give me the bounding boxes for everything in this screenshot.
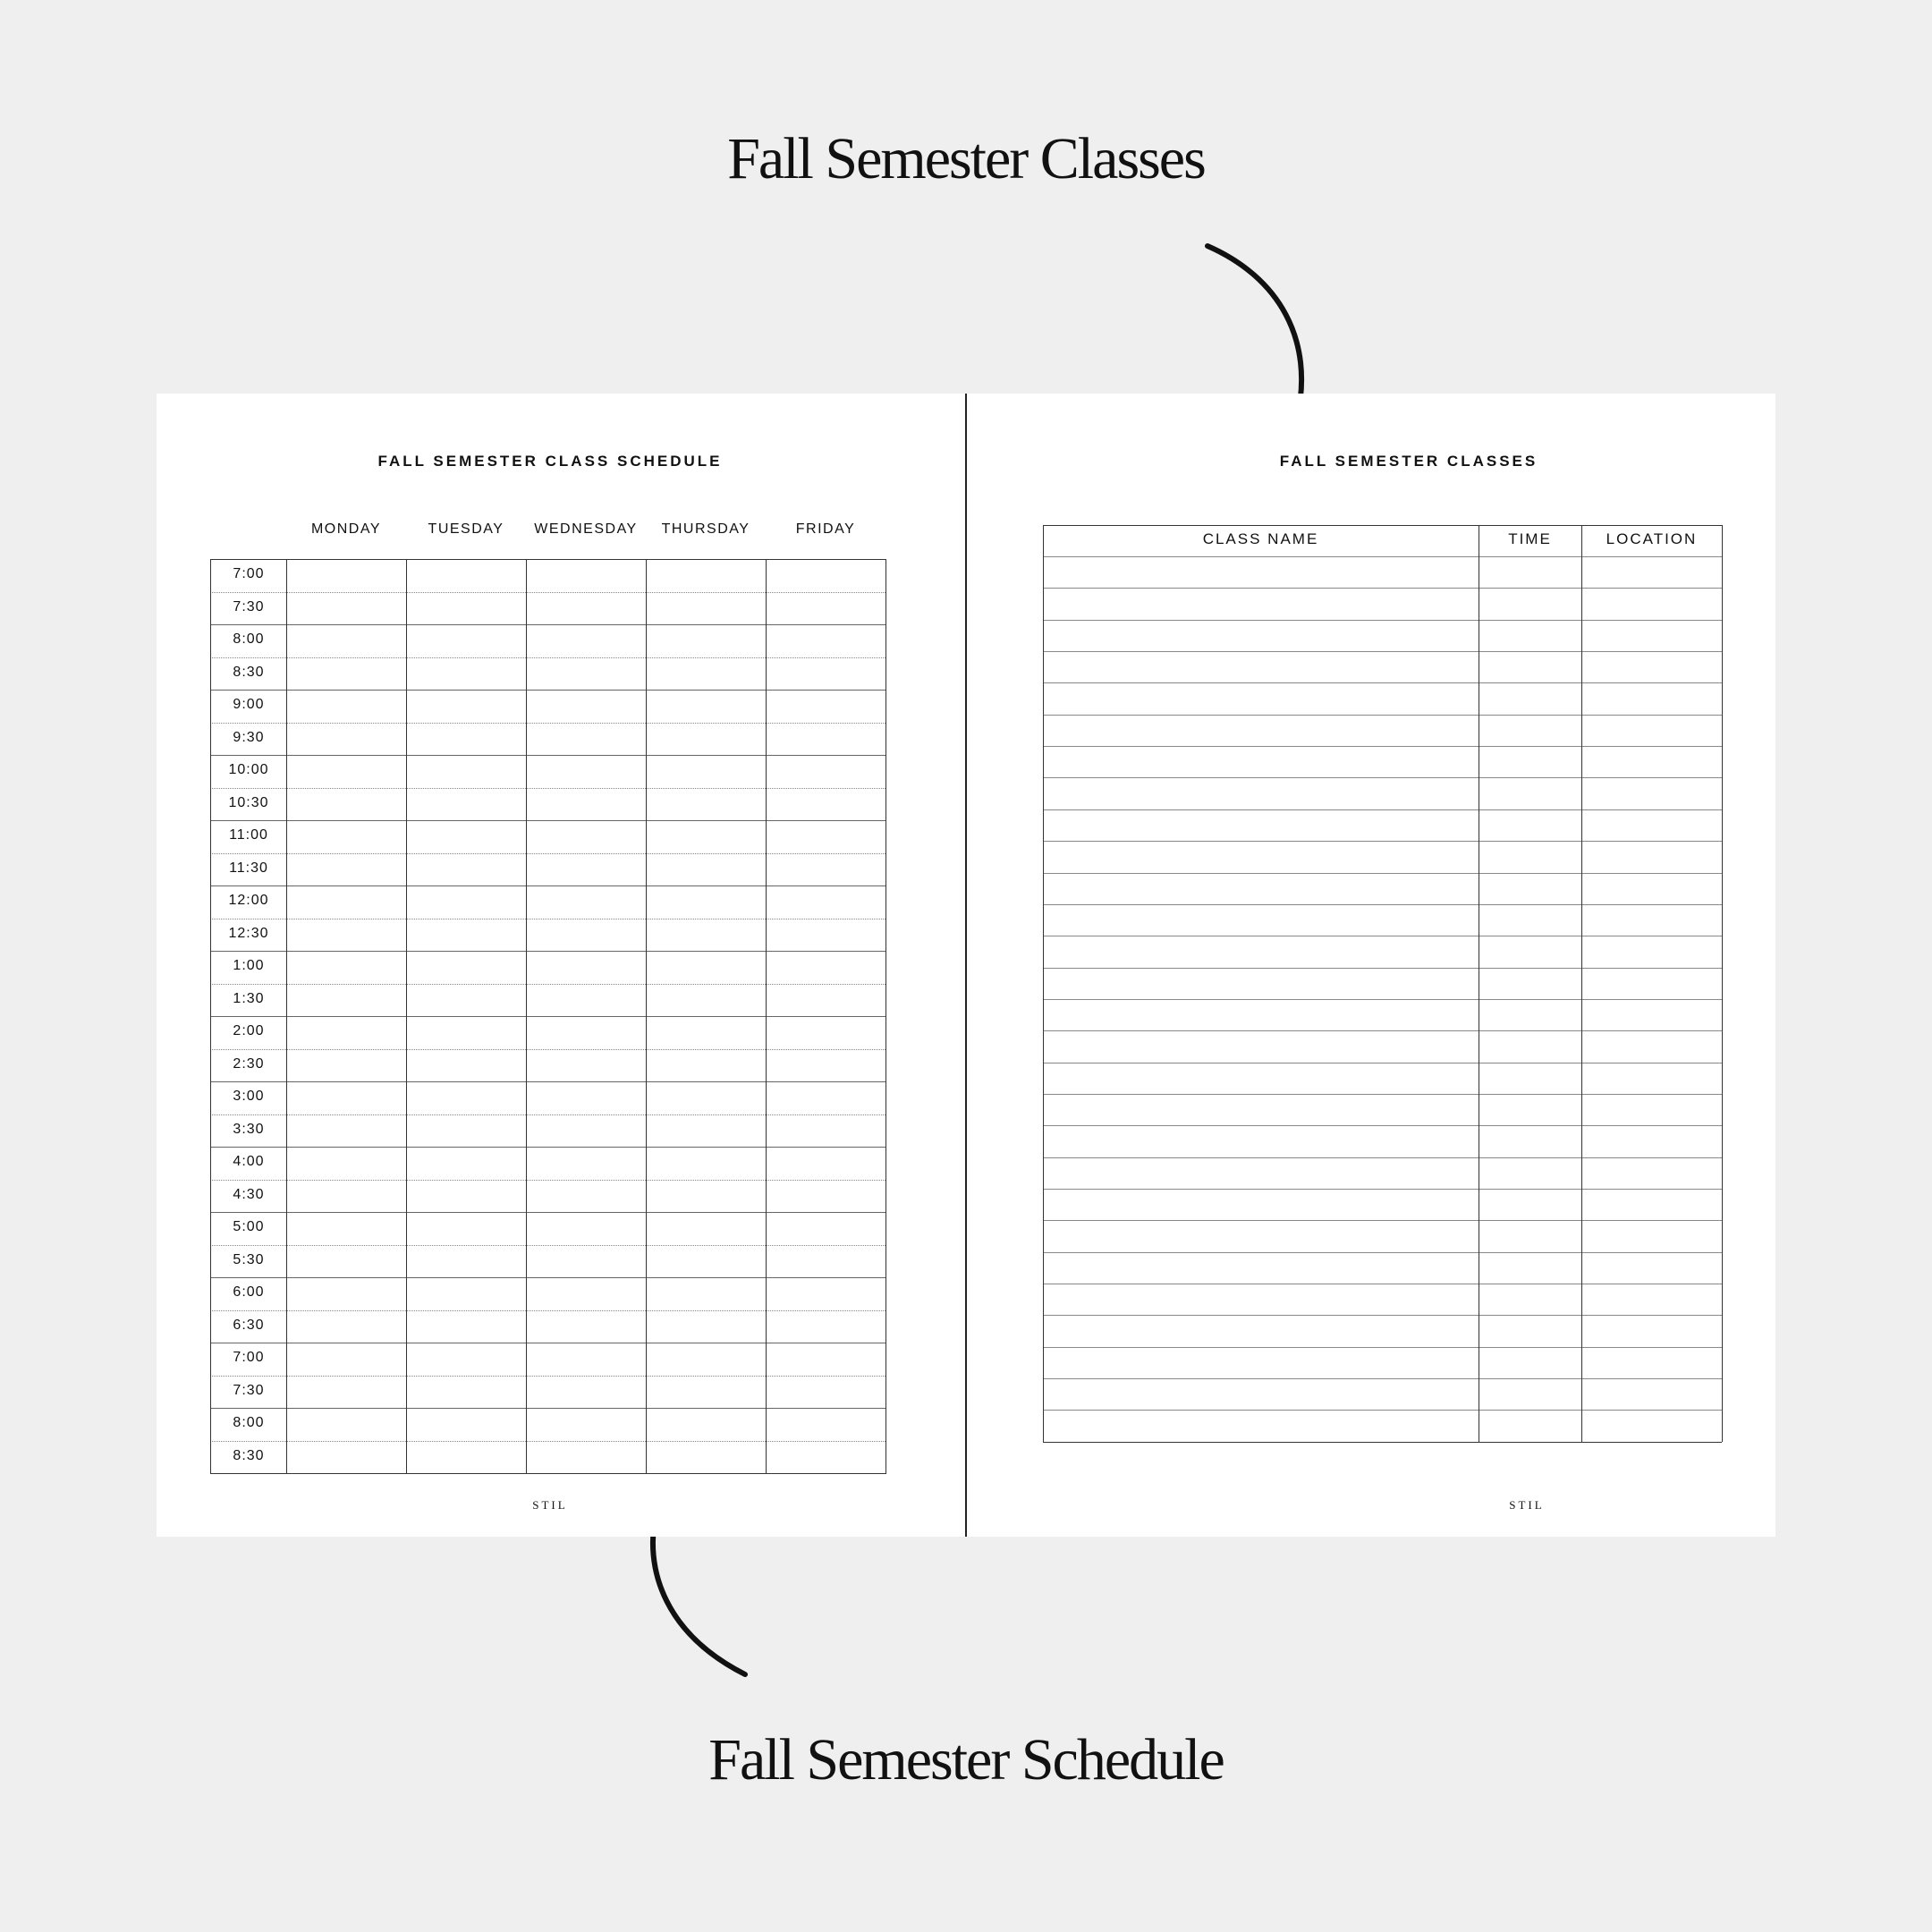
table-row-line — [1043, 968, 1722, 969]
grid-half-hour-line — [210, 1049, 886, 1050]
planner-spread — [157, 394, 1775, 1537]
grid-half-hour-line — [210, 1114, 886, 1115]
time-label: 4:00 — [233, 1154, 265, 1169]
column-header-location: LOCATION — [1606, 530, 1698, 547]
grid-hour-line — [210, 1408, 886, 1409]
table-row-line — [1043, 746, 1722, 747]
table-row-line — [1043, 1410, 1722, 1411]
grid-border-h — [210, 559, 886, 560]
grid-hour-line — [210, 820, 886, 821]
table-row-line — [1043, 999, 1722, 1000]
classes-brand: STIL — [1509, 1498, 1545, 1512]
grid-hour-line — [210, 624, 886, 625]
time-label: 12:00 — [228, 893, 269, 908]
grid-half-hour-line — [210, 592, 886, 593]
grid-column-line — [646, 559, 647, 1473]
day-header-friday: FRIDAY — [795, 521, 856, 537]
table-row-line — [1043, 620, 1722, 621]
table-row-line — [1043, 1220, 1722, 1221]
time-label: 8:30 — [233, 664, 265, 680]
time-label: 12:30 — [228, 925, 269, 941]
time-label: 9:30 — [233, 729, 265, 745]
table-row-line — [1043, 1442, 1722, 1443]
table-row-line — [1043, 873, 1722, 874]
table-row-line — [1043, 1189, 1722, 1190]
time-label: 7:00 — [233, 566, 265, 581]
table-row-line — [1043, 715, 1722, 716]
table-row-line — [1043, 682, 1722, 683]
table-column-line — [1043, 525, 1044, 1442]
time-label: 8:30 — [233, 1447, 265, 1463]
time-label: 8:00 — [233, 631, 265, 647]
grid-half-hour-line — [210, 984, 886, 985]
time-label: 2:30 — [233, 1055, 265, 1072]
time-label: 10:30 — [228, 794, 269, 810]
time-label: 6:00 — [233, 1284, 265, 1300]
time-label: 10:00 — [228, 762, 269, 777]
time-label: 7:30 — [233, 1382, 265, 1398]
grid-column-line — [210, 559, 211, 1473]
table-row-line — [1043, 1378, 1722, 1379]
day-header-monday: MONDAY — [310, 521, 382, 537]
day-header-wednesday: WEDNESDAY — [534, 521, 638, 537]
time-label: 1:00 — [233, 958, 265, 973]
grid-hour-line — [210, 1081, 886, 1082]
time-label: 1:30 — [233, 990, 265, 1006]
time-label: 9:00 — [233, 697, 265, 712]
table-row-line — [1043, 1030, 1722, 1031]
grid-half-hour-line — [210, 1180, 886, 1181]
table-column-line — [1581, 525, 1582, 1442]
time-label: 6:30 — [233, 1317, 265, 1333]
table-row-line — [1043, 1125, 1722, 1126]
grid-column-line — [286, 559, 287, 1473]
time-label: 5:00 — [233, 1219, 265, 1234]
column-header-class-name: CLASS NAME — [1202, 530, 1319, 547]
grid-half-hour-line — [210, 788, 886, 789]
table-border-top — [1043, 525, 1723, 526]
table-row-line — [1043, 1347, 1722, 1348]
time-label: 3:00 — [233, 1089, 265, 1104]
table-row-line — [1043, 588, 1722, 589]
grid-border-h — [210, 1473, 886, 1474]
table-row-line — [1043, 556, 1722, 557]
grid-half-hour-line — [210, 1310, 886, 1311]
grid-hour-line — [210, 1277, 886, 1278]
table-row-line — [1043, 841, 1722, 842]
table-row-line — [1043, 1315, 1722, 1316]
grid-hour-line — [210, 755, 886, 756]
table-row-line — [1043, 1252, 1722, 1253]
grid-half-hour-line — [210, 1376, 886, 1377]
grid-half-hour-line — [210, 657, 886, 658]
column-header-time: TIME — [1508, 530, 1552, 547]
grid-hour-line — [210, 1016, 886, 1017]
grid-column-line — [526, 559, 527, 1473]
table-column-line — [1722, 525, 1723, 1442]
time-label: 7:30 — [233, 598, 265, 614]
caption-fall-semester-classes: Fall Semester Classes — [727, 126, 1205, 191]
grid-hour-line — [210, 1147, 886, 1148]
grid-column-line — [406, 559, 407, 1473]
table-row-line — [1043, 1094, 1722, 1095]
grid-half-hour-line — [210, 1245, 886, 1246]
table-row-line — [1043, 777, 1722, 778]
time-label: 11:30 — [229, 860, 268, 876]
time-label: 4:30 — [233, 1186, 265, 1202]
time-label: 7:00 — [233, 1350, 265, 1365]
grid-column-line — [766, 559, 767, 1473]
table-row-line — [1043, 904, 1722, 905]
day-header-thursday: THURSDAY — [661, 521, 750, 537]
time-label: 11:00 — [229, 827, 268, 843]
table-row-line — [1043, 809, 1722, 810]
grid-half-hour-line — [210, 723, 886, 724]
time-label: 8:00 — [233, 1415, 265, 1430]
time-label: 3:30 — [233, 1121, 265, 1137]
grid-hour-line — [210, 690, 886, 691]
grid-half-hour-line — [210, 1441, 886, 1442]
grid-hour-line — [210, 1212, 886, 1213]
table-row-line — [1043, 651, 1722, 652]
table-row-line — [1043, 1157, 1722, 1158]
classes-title: FALL SEMESTER CLASSES — [1279, 453, 1538, 470]
schedule-brand: STIL — [532, 1498, 568, 1512]
schedule-title: FALL SEMESTER CLASS SCHEDULE — [377, 453, 723, 470]
grid-hour-line — [210, 951, 886, 952]
time-label: 5:30 — [233, 1251, 265, 1267]
caption-fall-semester-schedule: Fall Semester Schedule — [708, 1727, 1224, 1792]
time-label: 2:00 — [233, 1023, 265, 1038]
grid-half-hour-line — [210, 853, 886, 854]
day-header-tuesday: TUESDAY — [428, 521, 504, 537]
page-fold — [965, 394, 967, 1537]
